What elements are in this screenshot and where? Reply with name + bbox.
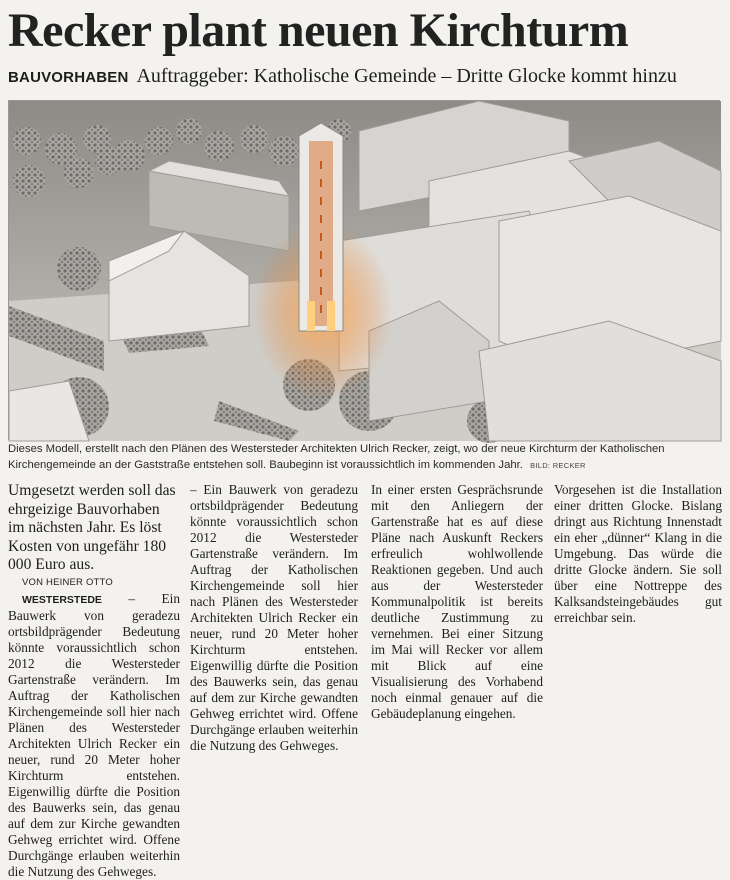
dateline: WESTERSTEDE (22, 593, 102, 606)
article-lead: Umgesetzt werden soll das ehrgeizige Bauvorhaben im nächsten Jahr. Es löst Kosten von ungefähr 180 000 Euro aus. (8, 482, 176, 573)
architecture-model-image (9, 101, 721, 441)
subheadline: Auftraggeber: Katholische Gemeinde – Dritte Glocke kommt hinzu (136, 65, 677, 87)
body-text-2: – Ein Bauwerk von geradezu ortsbildprägender Bedeutung könnte voraussichtlich schon 2012 die Westersteder Gartenstraße verändern. Im Auftrag der Katholischen Kirchengemeinde soll hier nach Plänen des Westersteder Architekten Ulrich Recker ein neuer, rund 20 Meter hoher Kirchturm entstehen. Eigenwillig dürfte die Position des Bauwerks sein, das genau auf dem zur Kirche gewandten Gehweg errichtet wird. Offene Durchgänge erlauben weiterhin die Nutzung des Gehweges. (190, 482, 358, 753)
article-author: VON HEINER OTTO (22, 576, 113, 588)
caption-text: Dieses Modell, erstellt nach den Plänen des Westersteder Architekten Ulrich Recker, zeigt, wo der neue Kirchturm der Katholischen Kirchengemeinde an der Gaststraße entstehen soll. Baubeginn ist voraussichtlich im kommenden Jahr. (8, 443, 665, 471)
article-column-3 (371, 482, 543, 721)
headline: Recker plant neuen Kirchturm (8, 4, 629, 57)
article-column-1 (8, 482, 180, 879)
article-body-start (8, 591, 180, 880)
body-text-3: In einer ersten Gesprächsrunde mit den Anliegern der Gartenstraße hat es auf diese Pläne nach Auskunft Reckers erfreulich wohlwollende Reaktionen gegeben. Und auch aus der Westersteder Kommunalpolitik ist bereits deutliche Zustimmung zu vernehmen. Bei einer Sitzung im Mai will Recker vor allem mit Blick auf eine Visualisierung des Vorhabend noch einmal genauer auf die Gebäudeplanung eingehen. (371, 482, 543, 721)
subheadline-row (8, 64, 722, 90)
body-text-1: – Ein Bauwerk von geradezu ortsbildprägender Bedeutung könnte voraussichtlich schon 2012 die Westersteder Gartenstraße verändern. Im Auftrag der Katholischen Kirchengemeinde soll hier nach Plänen des Westersteder Architekten Ulrich Recker ein neuer, rund 20 Meter hoher Kirchturm entstehen. Eigenwillig dürfte die Position des Bauwerks sein, das genau auf dem zur Kirche gewandten Gehweg errichtet wird. Offene Durchgänge erlauben weiterhin die Nutzung des Gehweges. (8, 590, 180, 879)
article-column-4 (554, 482, 722, 670)
kicker: BAUVORHABEN (8, 69, 129, 86)
body-text-4: Vorgesehen ist die Installation einer dritten Glocke. Bislang dringt aus Richtung Innenstadt ein eher „dünner“ Klang in die Umgebung. Das würde die dritte Glocke ändern. Sie soll über eine Nottreppe des Kalksandsteingebäudes gut erreichbar sein. (554, 482, 722, 625)
model-photo (8, 100, 720, 440)
kirchturm-model (299, 123, 343, 331)
photo-caption (8, 442, 722, 473)
article-column-2 (190, 482, 358, 753)
photo-credit: BILD: RECKER (530, 460, 586, 470)
